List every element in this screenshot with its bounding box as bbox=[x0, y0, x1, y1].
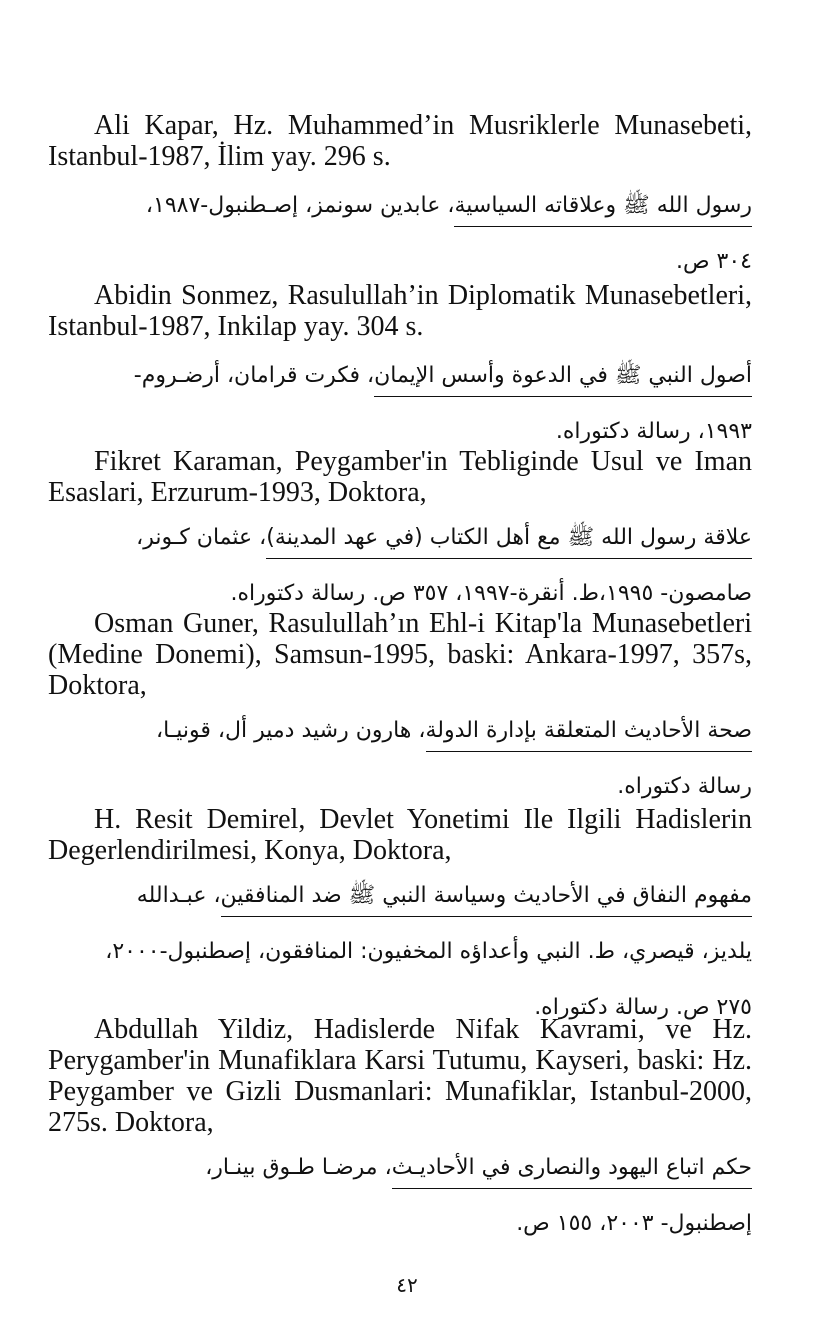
bibliography-entry bbox=[48, 804, 752, 1034]
latin-citation bbox=[48, 110, 752, 172]
latin-citation-text: Abdullah Yildiz, Hadislerde Nifak Kavrami, ve Hz. Perygamber'in Munafiklara Karsi Tutumu, Kayseri, baski: Hz. Peygamber ve Gizli Dusmanlari: Munafiklar, Istanbul-2000, 275s. Doktora, bbox=[48, 1014, 752, 1138]
arabic-citation bbox=[48, 1142, 752, 1194]
latin-citation bbox=[48, 608, 752, 701]
latin-citation bbox=[48, 446, 752, 508]
bibliography-entry bbox=[48, 280, 752, 458]
arabic-title: حكم اتباع اليهود والنصارى في الأحاديـث bbox=[392, 1155, 752, 1189]
arabic-details: ، مرضـا طـوق بينـار، bbox=[205, 1155, 392, 1180]
arabic-continuation: ٣٠٤ ص. bbox=[675, 249, 752, 274]
arabic-details: ، فكرت قرامان، أرضـروم- bbox=[133, 363, 375, 388]
arabic-continuation: صامصون- ١٩٩٥،ط. أنقرة-١٩٩٧، ٣٥٧ ص. رسالة دكتوراه. bbox=[230, 581, 752, 606]
arabic-citation bbox=[48, 705, 752, 757]
arabic-title: رسول الله ﷺ وعلاقاته السياسية bbox=[454, 193, 752, 227]
latin-citation bbox=[48, 1014, 752, 1138]
arabic-details: ، عثمان كـونر، bbox=[136, 525, 267, 550]
arabic-citation bbox=[48, 350, 752, 402]
arabic-title: علاقة رسول الله ﷺ مع أهل الكتاب (في عهد المدينة) bbox=[266, 525, 752, 559]
arabic-title: مفهوم النفاق في الأحاديث وسياسة النبي ﷺ ضد المنافقين bbox=[221, 883, 752, 917]
arabic-details: ، عابدين سونمز، إصـطنبول-١٩٨٧، bbox=[145, 193, 455, 218]
bibliography-entry bbox=[48, 446, 752, 620]
arabic-details: ، عبـدالله bbox=[136, 883, 221, 908]
arabic-continuation: يلديز، قيصري، ط. النبي وأعداؤه المخفيون: المنافقون، إصطنبول-٢٠٠٠، bbox=[105, 939, 752, 964]
latin-citation-text: Ali Kapar, Hz. Muhammed’in Musriklerle Munasebeti, Istanbul-1987, İlim yay. 296 s. bbox=[48, 110, 752, 172]
bibliography-entry bbox=[48, 110, 752, 288]
arabic-citation bbox=[48, 870, 752, 922]
bibliography-entry bbox=[48, 1014, 752, 1250]
latin-citation bbox=[48, 804, 752, 866]
arabic-citation bbox=[48, 180, 752, 232]
arabic-title: أصول النبي ﷺ في الدعوة وأسس الإيمان bbox=[374, 363, 752, 397]
latin-citation-text: H. Resit Demirel, Devlet Yonetimi Ile Ilgili Hadislerin Degerlendirilmesi, Konya, Doktora, bbox=[48, 804, 752, 866]
arabic-details: ، هارون رشيد دمير أل، قونيـا، bbox=[156, 718, 426, 743]
arabic-continuation: رسالة دكتوراه. bbox=[617, 774, 752, 799]
latin-citation bbox=[48, 280, 752, 342]
arabic-citation bbox=[48, 512, 752, 564]
latin-citation-text: Abidin Sonmez, Rasulullah’in Diplomatik Munasebetleri, Istanbul-1987, Inkilap yay. 304 s. bbox=[48, 280, 752, 342]
latin-citation-text: Osman Guner, Rasulullah’ın Ehl-i Kitap'la Munasebetleri (Medine Donemi), Samsun-1995, baski: Ankara-1997, 357s, Doktora, bbox=[48, 608, 752, 701]
page-number: ٤٢ bbox=[396, 1273, 418, 1297]
latin-citation-text: Fikret Karaman, Peygamber'in Tebliginde Usul ve Iman Esaslari, Erzurum-1993, Doktora, bbox=[48, 446, 752, 508]
bibliography-entry bbox=[48, 608, 752, 813]
arabic-continuation: ٢٧٥ ص. رسالة دكتوراه. bbox=[534, 995, 752, 1020]
arabic-title: صحة الأحاديث المتعلقة بإدارة الدولة bbox=[426, 718, 753, 752]
arabic-continuation: إصطنبول- ٢٠٠٣، ١٥٥ ص. bbox=[516, 1211, 752, 1236]
arabic-continuation: ١٩٩٣، رسالة دكتوراه. bbox=[555, 419, 752, 444]
